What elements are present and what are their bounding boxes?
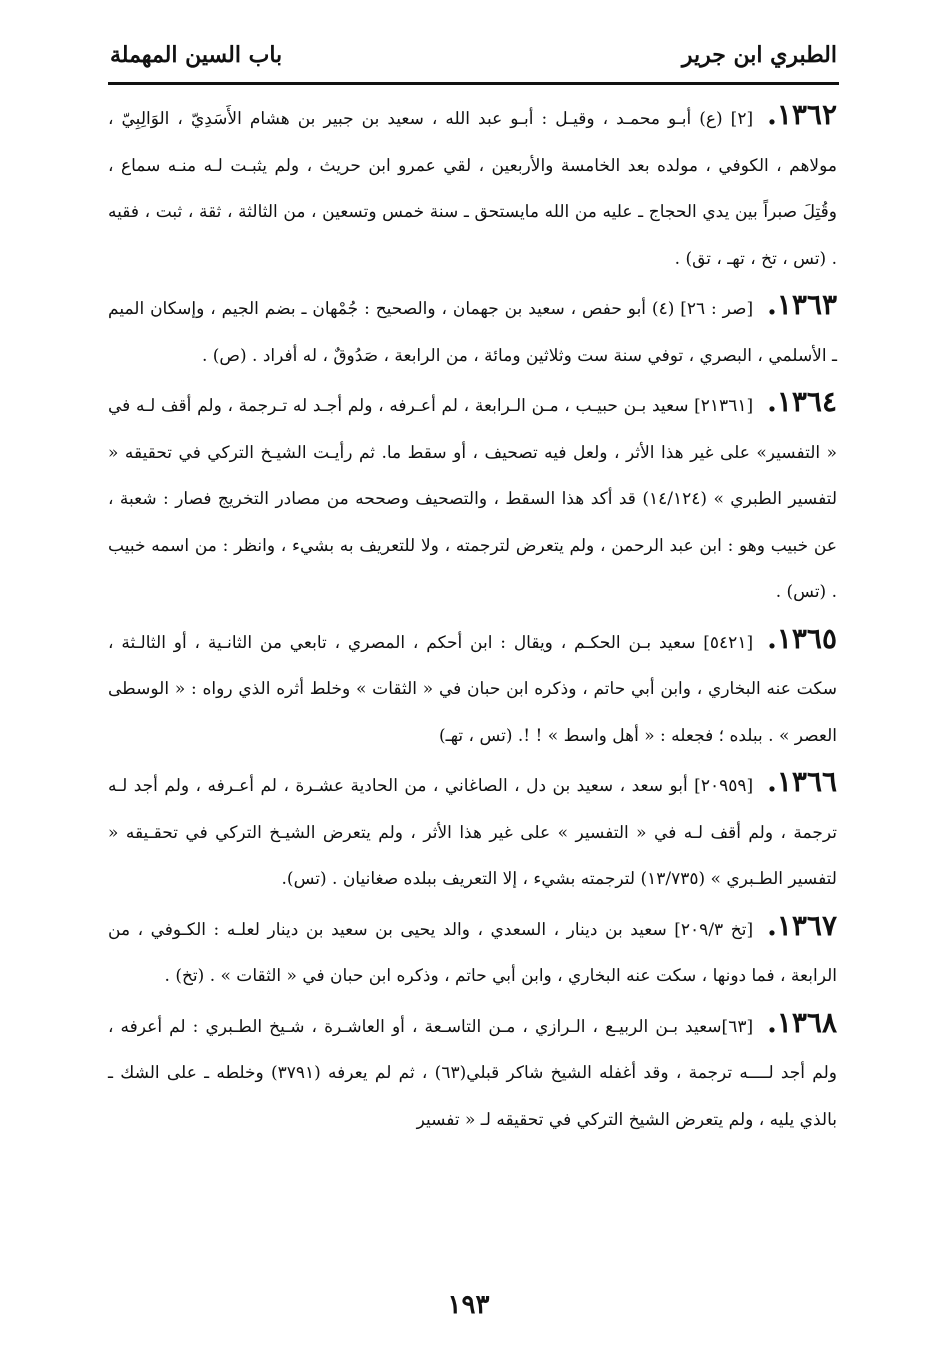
entry-text: [تخ ٢٠٩/٣] سعيد بن دينار ، السعدي ، والد يحيى بن سعيد بن دينار لعلـه : الكـوفي ، من الرابعة ، فما دونها ، سكت عنه البخاري ، وابن أبي حاتم ، وذكره ابن حبان في « الثقات » . (تخ) . (108, 919, 837, 986)
page-number: ١٩٣ (447, 1290, 490, 1320)
entry-1367 (108, 903, 837, 1000)
entry-number: ١٣٦٧. (767, 908, 837, 942)
entry-text: [٥٤٢١] سعيد بـن الحكـم ، ويقال : ابن أحكم ، المصري ، تابعي من الثانـية ، أو الثالـثة ، سكت عنه البخاري ، وابن أبي حاتم ، وذكره ابن حبان في « الثقات » وخلط أثره الذي رواه : « الوسطى العصر » . ببلده ؛ فجعله : « أهل واسط » ! !. (تس ، تهـ) (108, 632, 837, 746)
entry-number: ١٣٦٦. (767, 765, 838, 798)
entry-text: [٢٠٩٥٩] أبو سعد ، سعيد بن دل ، الصاغاني ، من الحادية عشـرة ، لم أعـرفه ، ولم أجد لـه ترجمة ، ولم أقف لـه في « التفسير » على غير هذا الأثر ، ولم يتعرض الشيـخ التركي في تحقـيقه « لتفسير الطـبري » (١٣/٧٣٥) لترجمته بشيء ، إلا التعريف ببلده صغانيان . (تس). (108, 776, 837, 889)
header-rule (108, 82, 839, 85)
entry-1364 (108, 379, 837, 616)
entry-1363 (108, 282, 837, 379)
entry-1366 (108, 759, 837, 903)
entry-number: ١٣٦٨. (767, 1005, 837, 1039)
entry-text: [٦٣]سعيد بـن الربيـع ، الـرازي ، مـن التاسـعة ، أو العاشـرة ، شـيخ الطـبري : لم أعرفه ، ولم أجد لــــه ترجمة ، وقد أغفله الشيخ شاكر قبلي(٦٣) ، ثم لم يعرفه (٣٧٩١) وخلطه ـ على الشك ـ بالذي يليه ، ولم يتعرض الشيخ التركي في تحقيقه لـ « تفسير (108, 1016, 837, 1130)
entry-text: [٢١٣٦١] سعيد بـن حبيـب ، مـن الـرابعة ، لم أعـرفه ، ولم أجـد له تـرجمة ، ولم أقف لـه في « التفسير» على غير هذا الأثر ، ولعل فيه تصحيف ، أو سقط ما. ثم رأيـت الشيـخ التركي في تحقيقه « لتفسير الطبري » (١٤/١٢٤) قد أكد هذا السقط ، والتصحيف وصححه من مصادر التخريج فصار : شعبة ، عن خبيب وهو : ابن عبد الرحمن ، ولم يتعرض لترجمته ، ولا للتعريف به بشيء ، وانظر : من اسمه خبيب . (تس) . (108, 396, 837, 602)
entry-text: [صر : ٢٦] (٤) أبو حفص ، سعيد بن جهمان ، والصحيح : جُمْهان ـ بضم الجيم ، وإسكان الميم ـ الأسلمي ، البصري ، توفي سنة ست وثلاثين ومائة ، من الرابعة ، صَدُوقٌ ، له أفراد . (ص) . (108, 299, 837, 366)
entry-number: ١٣٦٥. (767, 621, 837, 655)
entries-body (108, 92, 837, 1143)
header-book-title: الطبري ابن جرير (681, 42, 837, 68)
header-chapter-title: باب السين المهملة (110, 42, 283, 68)
entry-number: ١٣٦٣. (767, 288, 838, 321)
entry-number: ١٣٦٢. (767, 98, 837, 131)
entry-text: [٢] (ع) أبـو محمـد ، وقيـل : أبـو عبد الله ، سعيد بن جبير بن هشام الأَسَدِيّ ، الوَالِبِيّ ، مولاهم ، الكوفي ، مولده بعد الخامسة والأربعين ، لقي عمرو ابن حريث ، ولم يثبـت لـه منـه سماع ، وقُتِلَ صبراً بين يدي الحجاج ـ عليه من الله مايستحق ـ سنة خمس وتسعين ، من الثالثة ، ثقة ، ثبت ، فقيه . (تس ، تخ ، تهـ ، تق) . (108, 109, 837, 269)
entry-1365 (108, 616, 837, 760)
running-header (110, 32, 837, 78)
entry-number: ١٣٦٤. (767, 385, 837, 418)
entry-1368 (108, 1000, 837, 1144)
entry-1362 (108, 92, 837, 282)
